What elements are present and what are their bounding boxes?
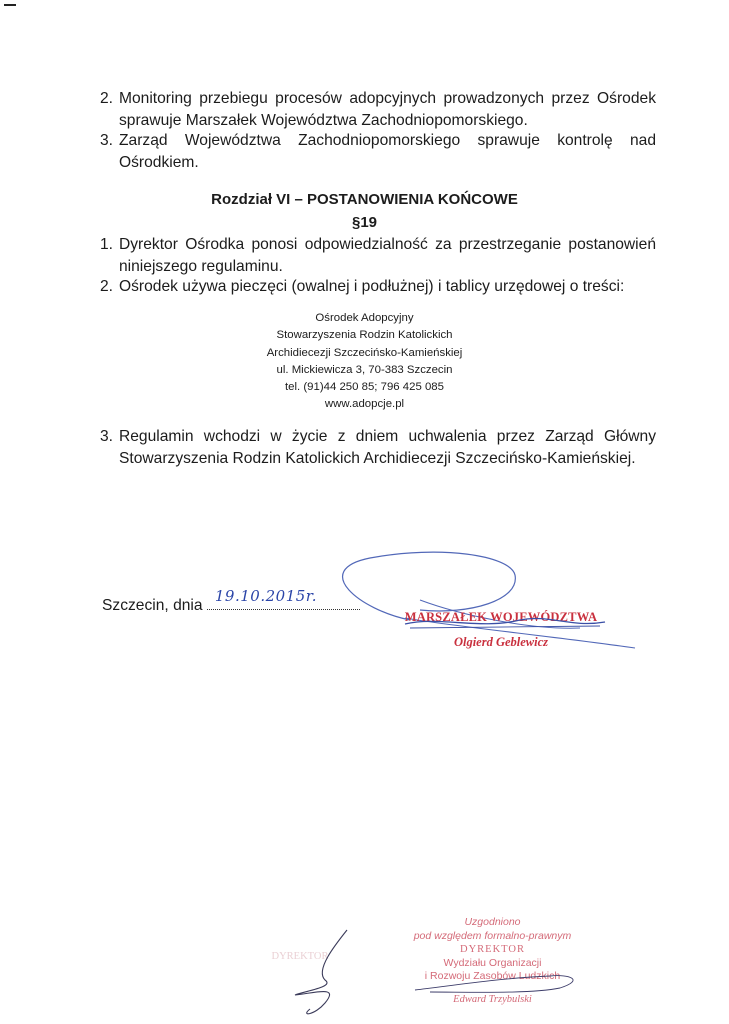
list-item	[100, 276, 656, 298]
item-text: Monitoring przebiegu procesów adopcyjnych prowadzonych przez Ośrodek sprawuje Marszałek Województwa Zachodniopomorskiego.	[119, 90, 656, 129]
item-number: 3.	[100, 428, 114, 445]
item-text: Ośrodek używa pieczęci (owalnej i podłużnej) i tablicy urzędowej o treści:	[119, 278, 625, 295]
date-label: Szczecin, dnia	[102, 597, 203, 614]
list-item	[100, 88, 656, 132]
item-text: Dyrektor Ośrodka ponosi odpowiedzialność za przestrzeganie postanowień niniejszego regulaminu.	[119, 236, 656, 275]
list-item	[100, 130, 656, 174]
date-field	[207, 587, 360, 610]
chapter-title: Rozdział VI – POSTANOWIENIA KOŃCOWE	[211, 191, 518, 208]
item-number: 3.	[100, 132, 114, 149]
stamp-line: Stowarzyszenia Rodzin Katolickich	[276, 329, 453, 342]
director-signature	[285, 925, 365, 1020]
stamp-line: Archidiecezji Szczecińsko-Kamieńskiej	[266, 346, 463, 359]
item-number: 2.	[100, 278, 114, 295]
item-number: 1.	[100, 236, 114, 253]
approval-line: pod względem formalno-prawnym	[413, 929, 572, 942]
marshal-stamp-title: MARSZAŁEK WOJEWÓDZTWA	[404, 610, 598, 624]
stamp-line: Ośrodek Adopcyjny	[315, 312, 414, 324]
item-text: Zarząd Województwa Zachodniopomorskiego sprawuje kontrolę nad Ośrodkiem.	[119, 132, 656, 171]
stamp-line: tel. (91)44 250 85; 796 425 085	[285, 381, 444, 394]
approval-line: Wydziału Organizacji	[443, 956, 542, 969]
item-number: 2.	[100, 90, 114, 107]
left-stamp-line: DYREKTOR	[271, 951, 329, 962]
approval-line: Uzgodniono	[464, 916, 521, 928]
handwritten-date: 19.10.2015r.	[214, 587, 318, 605]
list-item	[100, 426, 656, 470]
approval-name: Edward Trzybulski	[453, 993, 532, 1005]
stamp-text-block	[0, 310, 729, 414]
stamp-line: ul. Mickiewicza 3, 70-383 Szczecin	[276, 363, 453, 376]
stamp-line: www.adopcje.pl	[324, 398, 405, 411]
marshal-name: Olgierd Geblewicz	[453, 635, 549, 649]
corner-mark	[4, 4, 16, 6]
approval-line: DYREKTOR	[460, 944, 525, 955]
date-line	[102, 587, 360, 615]
section-number: §19	[351, 214, 378, 231]
approval-signature	[410, 968, 600, 1008]
approval-line: i Rozwoju Zasobów Ludzkich	[424, 970, 561, 982]
marshal-stamp-scribble	[400, 612, 620, 642]
item-text: Regulamin wchodzi w życie z dniem uchwalenia przez Zarząd Główny Stowarzyszenia Rodzin Katolickich Archidiecezji Szczecińsko-Kamieńskiej.	[119, 428, 656, 467]
list-item	[100, 234, 656, 278]
